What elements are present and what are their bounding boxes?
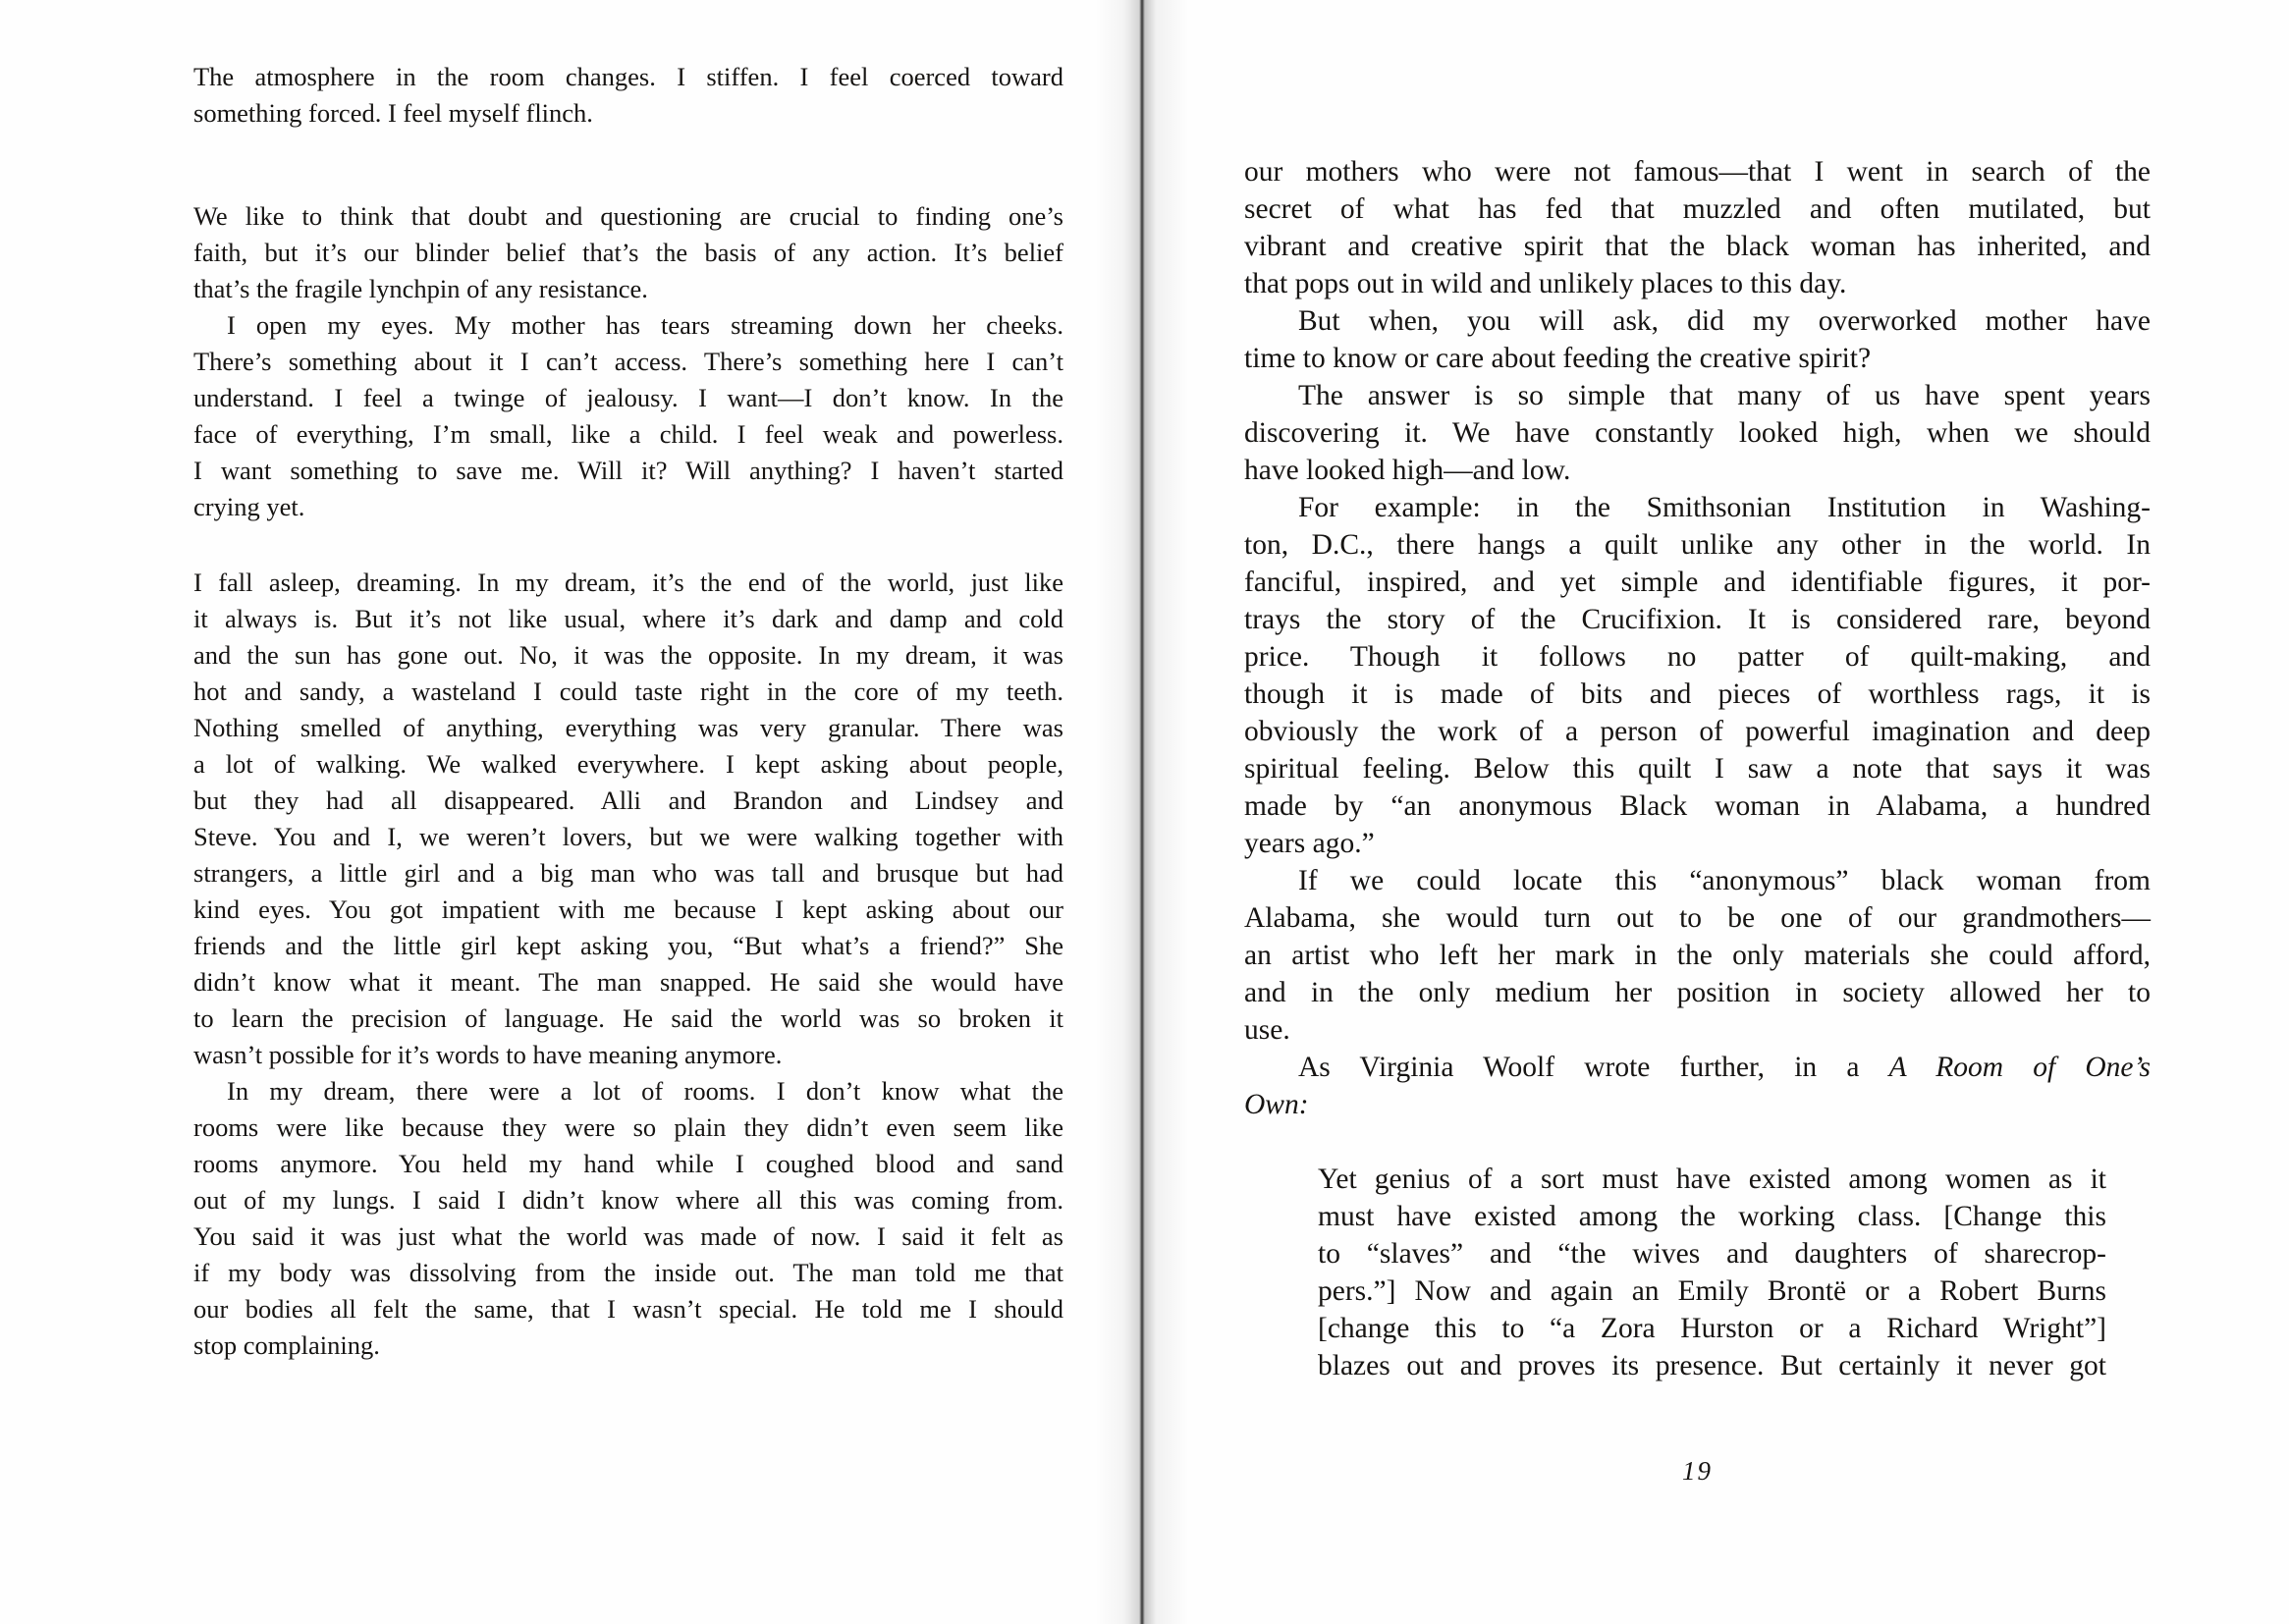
text-line: made by “an anonymous Black woman in Alabama, a hundred	[1244, 790, 2151, 822]
blockquote-paragraph	[1318, 1161, 2106, 1384]
paragraph	[1244, 862, 2151, 1049]
text-line: But when, you will ask, did my overworked mother have	[1298, 305, 2151, 337]
text-line: If we could locate this “anonymous” black woman from	[1298, 865, 2151, 896]
text-line: vibrant and creative spirit that the black woman has inherited, and	[1244, 231, 2151, 262]
text-line: Steve. You and I, we weren’t lovers, but we were walking together with	[193, 822, 1063, 851]
right-page-text	[1244, 153, 2151, 1384]
italic-text: A Room of One’s	[1888, 1052, 2151, 1083]
italic-text: Own:	[1244, 1089, 1309, 1120]
text-line: trays the story of the Crucifixion. It is considered rare, beyond	[1244, 604, 2151, 635]
paragraph	[193, 307, 1063, 525]
text-line: to learn the precision of language. He said the world was so broken it	[193, 1003, 1063, 1033]
text-line: and in the only medium her position in society allowed her to	[1244, 977, 2151, 1008]
text-line: have looked high—and low.	[1244, 455, 1571, 486]
text-segment: As Virginia Woolf wrote further, in a	[1298, 1052, 1889, 1083]
page-number: 19	[1682, 1456, 1713, 1486]
text-line	[1244, 1086, 2151, 1123]
text-line: it always is. But it’s not like usual, where it’s dark and damp and cold	[193, 604, 1063, 633]
left-page-text	[193, 59, 1063, 1364]
text-line: that’s the fragile lynchpin of any resistance.	[193, 274, 648, 303]
paragraph	[193, 565, 1063, 1073]
text-line: years ago.”	[1244, 828, 1375, 859]
text-line: spiritual feeling. Below this quilt I saw a note that says it was	[1244, 753, 2151, 785]
text-line: The atmosphere in the room changes. I stiffen. I feel coerced toward	[193, 62, 1063, 91]
paragraph	[1244, 302, 2151, 377]
text-line: stop complaining.	[193, 1330, 380, 1360]
paragraph	[1244, 1049, 2151, 1123]
text-line: We like to think that doubt and questioning are crucial to finding one’s	[193, 201, 1063, 231]
text-line: our bodies all felt the same, that I wasn’t special. He told me I should	[193, 1294, 1063, 1324]
text-line: I open my eyes. My mother has tears streaming down her cheeks.	[227, 310, 1063, 340]
text-line: out of my lungs. I said I didn’t know where all this was coming from.	[193, 1185, 1063, 1215]
text-line: something forced. I feel myself flinch.	[193, 98, 593, 128]
text-line: our mothers who were not famous—that I went in search of the	[1244, 156, 2151, 188]
book-spine-shadow	[1095, 0, 1189, 1624]
paragraph	[1244, 377, 2151, 489]
paragraph	[193, 1073, 1063, 1364]
text-line: time to know or care about feeding the creative spirit?	[1244, 343, 1872, 374]
text-line: rooms anymore. You held my hand while I coughed blood and sand	[193, 1149, 1063, 1178]
text-line: though it is made of bits and pieces of worthless rags, it is	[1244, 678, 2151, 710]
text-line: There’s something about it I can’t access. There’s something here I can’t	[193, 347, 1063, 376]
paragraph	[1244, 153, 2151, 302]
text-line: price. Though it follows no patter of quilt-making, and	[1244, 641, 2151, 673]
text-line: discovering it. We have constantly looked high, when we should	[1244, 417, 2151, 449]
text-line: pers.”] Now and again an Emily Brontë or a Robert Burns	[1318, 1275, 2106, 1307]
text-line: Nothing smelled of anything, everything was very granular. There was	[193, 713, 1063, 742]
text-line: must have existed among the working class. [Change this	[1318, 1201, 2106, 1232]
text-line: kind eyes. You got impatient with me because I kept asking about our	[193, 894, 1063, 924]
text-line: that pops out in wild and unlikely places to this day.	[1244, 268, 1847, 299]
text-line: if my body was dissolving from the inside out. The man told me that	[193, 1258, 1063, 1287]
text-line: but they had all disappeared. Alli and Brandon and Lindsey and	[193, 785, 1063, 815]
text-line: friends and the little girl kept asking you, “But what’s a friend?” She	[193, 931, 1063, 960]
text-line	[1244, 1049, 2151, 1086]
text-line: and the sun has gone out. No, it was the opposite. In my dream, it was	[193, 640, 1063, 670]
text-line: a lot of walking. We walked everywhere. I kept asking about people,	[193, 749, 1063, 779]
text-line: For example: in the Smithsonian Institution in Washing-	[1298, 492, 2151, 523]
text-line: fanciful, inspired, and yet simple and identifiable figures, it por-	[1244, 567, 2151, 598]
text-line: rooms were like because they were so plain they didn’t even seem like	[193, 1112, 1063, 1142]
paragraph	[193, 198, 1063, 307]
text-line: face of everything, I’m small, like a child. I feel weak and powerless.	[193, 419, 1063, 449]
text-line: an artist who left her mark in the only materials she could afford,	[1244, 940, 2151, 971]
text-line: to “slaves” and “the wives and daughters of sharecrop-	[1318, 1238, 2106, 1270]
text-line: ton, D.C., there hangs a quilt unlike any other in the world. In	[1244, 529, 2151, 561]
text-line: blazes out and proves its presence. But certainly it never got	[1318, 1350, 2106, 1381]
text-line: Yet genius of a sort must have existed among women as it	[1318, 1164, 2106, 1195]
text-line: You said it was just what the world was made of now. I said it felt as	[193, 1221, 1063, 1251]
text-line: understand. I feel a twinge of jealousy. I want—I don’t know. In the	[193, 383, 1063, 412]
paragraph	[1244, 489, 2151, 862]
text-line: faith, but it’s our blinder belief that’s the basis of any action. It’s belief	[193, 238, 1063, 267]
text-line: wasn’t possible for it’s words to have meaning anymore.	[193, 1040, 783, 1069]
text-line: didn’t know what it meant. The man snapped. He said she would have	[193, 967, 1063, 997]
text-line: Alabama, she would turn out to be one of our grandmothers—	[1244, 902, 2151, 934]
paragraph	[193, 59, 1063, 132]
text-line: crying yet.	[193, 492, 305, 521]
text-line: The answer is so simple that many of us have spent years	[1298, 380, 2151, 411]
text-line: I fall asleep, dreaming. In my dream, it’s the end of the world, just like	[193, 568, 1063, 597]
text-line: obviously the work of a person of powerful imagination and deep	[1244, 716, 2151, 747]
text-line: [change this to “a Zora Hurston or a Richard Wright”]	[1318, 1313, 2106, 1344]
text-line: hot and sandy, a wasteland I could taste right in the core of my teeth.	[193, 677, 1063, 706]
text-line: strangers, a little girl and a big man who was tall and brusque but had	[193, 858, 1063, 888]
text-line: use.	[1244, 1014, 1290, 1046]
text-line: In my dream, there were a lot of rooms. I don’t know what the	[227, 1076, 1063, 1106]
text-line: I want something to save me. Will it? Will anything? I haven’t started	[193, 456, 1063, 485]
text-line: secret of what has fed that muzzled and often mutilated, but	[1244, 193, 2151, 225]
